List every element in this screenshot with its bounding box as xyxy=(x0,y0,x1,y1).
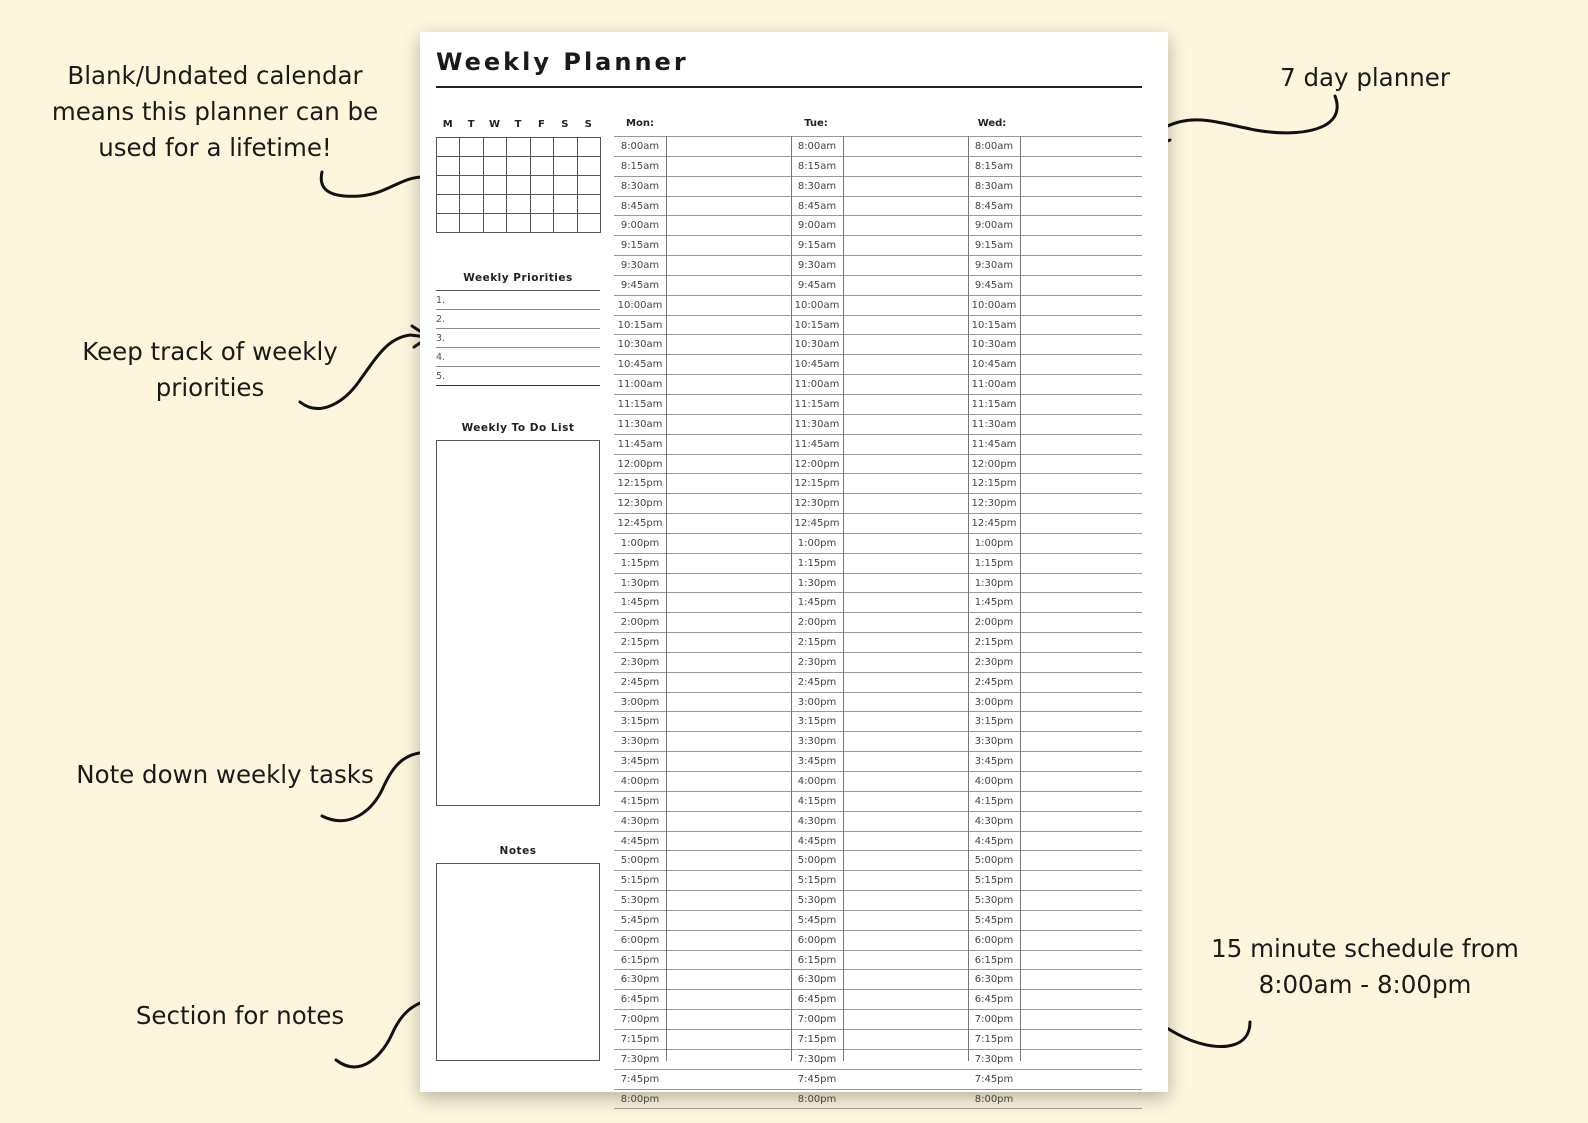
time-slot-label: 12:00pm xyxy=(617,458,663,470)
time-slot-label: 11:45am xyxy=(617,438,663,450)
time-slot-label: 10:45am xyxy=(794,359,840,371)
time-slot-label: 1:00pm xyxy=(974,537,1014,549)
calendar-cell[interactable] xyxy=(531,214,554,233)
schedule-row[interactable] xyxy=(614,592,1142,612)
time-slot-label: 5:00pm xyxy=(974,855,1014,867)
time-slot-label: 9:30am xyxy=(797,260,837,272)
schedule-row[interactable] xyxy=(614,493,1142,513)
planner-page xyxy=(420,32,1168,1105)
time-slot-label: 7:30pm xyxy=(797,1053,837,1065)
time-slot-label: 1:15pm xyxy=(797,557,837,569)
time-slot-label: 3:00pm xyxy=(797,696,837,708)
time-slot-label: 6:00pm xyxy=(797,934,837,946)
time-slot-label: 3:00pm xyxy=(620,696,660,708)
priorities-list xyxy=(436,291,600,386)
time-slot-label: 5:00pm xyxy=(620,855,660,867)
schedule-row[interactable] xyxy=(614,553,1142,573)
time-slot-label: 4:45pm xyxy=(620,835,660,847)
calendar-day-label: T xyxy=(467,119,475,130)
time-slot-label: 6:00pm xyxy=(620,934,660,946)
time-slot-label: 2:45pm xyxy=(620,676,660,688)
priority-line[interactable]: 4. xyxy=(436,348,600,367)
time-slot-label: 6:15pm xyxy=(797,954,837,966)
time-slot-label: 5:30pm xyxy=(797,895,837,907)
time-slot-label: 6:45pm xyxy=(797,994,837,1006)
schedule-row[interactable] xyxy=(614,672,1142,692)
time-slot-label: 8:45am xyxy=(620,200,660,212)
calendar-cell[interactable] xyxy=(578,214,601,233)
time-slot-label: 12:45pm xyxy=(971,518,1017,530)
schedule-row[interactable] xyxy=(614,434,1142,454)
time-slot-label: 11:45am xyxy=(794,438,840,450)
time-slot-label: 3:15pm xyxy=(974,716,1014,728)
time-slot-label: 10:45am xyxy=(971,359,1017,371)
calendar-cell[interactable] xyxy=(578,138,601,157)
schedule-row[interactable] xyxy=(614,612,1142,632)
schedule-row[interactable] xyxy=(614,573,1142,593)
calendar-cell[interactable] xyxy=(578,157,601,176)
time-slot-label: 12:00pm xyxy=(971,458,1017,470)
schedule-row[interactable] xyxy=(614,890,1142,910)
schedule-row[interactable] xyxy=(614,374,1142,394)
time-slot-label: 9:00am xyxy=(620,220,660,232)
schedule-row[interactable] xyxy=(614,771,1142,791)
day-header-mon: Mon: xyxy=(626,118,654,129)
time-slot-label: 12:30pm xyxy=(971,498,1017,510)
page-title: Weekly Planner xyxy=(436,48,689,76)
schedule-row[interactable] xyxy=(614,711,1142,731)
calendar-cell[interactable] xyxy=(578,176,601,195)
time-slot-label: 3:45pm xyxy=(620,756,660,768)
time-slot-label: 12:30pm xyxy=(617,498,663,510)
time-slot-label: 11:30am xyxy=(794,418,840,430)
time-slot-label: 3:30pm xyxy=(797,736,837,748)
schedule-row[interactable] xyxy=(614,255,1142,275)
todo-title: Weekly To Do List xyxy=(461,422,575,434)
annotation-priorities: Keep track of weekly priorities xyxy=(82,337,338,402)
time-slot-label: 12:15pm xyxy=(617,478,663,490)
time-slot-label: 6:30pm xyxy=(797,974,837,986)
schedule-row[interactable] xyxy=(614,176,1142,196)
time-slot-label: 7:00pm xyxy=(797,1014,837,1026)
time-slot-label: 8:15am xyxy=(797,160,837,172)
time-slot-label: 12:45pm xyxy=(617,518,663,530)
time-slot-label: 11:30am xyxy=(971,418,1017,430)
schedule-row[interactable] xyxy=(614,731,1142,751)
time-slot-label: 7:15pm xyxy=(620,1033,660,1045)
calendar-cell[interactable] xyxy=(578,195,601,214)
time-slot-label: 8:00pm xyxy=(797,1093,837,1105)
schedule-row[interactable] xyxy=(614,811,1142,831)
time-slot-label: 6:45pm xyxy=(620,994,660,1006)
time-slot-label: 2:30pm xyxy=(974,656,1014,668)
schedule-row[interactable] xyxy=(614,315,1142,335)
schedule-row[interactable] xyxy=(614,969,1142,989)
time-slot-label: 11:15am xyxy=(794,398,840,410)
time-slot-label: 6:45pm xyxy=(974,994,1014,1006)
schedule-row[interactable] xyxy=(614,295,1142,315)
time-slot-label: 2:15pm xyxy=(620,637,660,649)
time-slot-label: 4:00pm xyxy=(974,776,1014,787)
time-slot-label: 9:15am xyxy=(797,240,837,252)
calendar-cell[interactable] xyxy=(554,138,577,157)
time-slot-label: 1:15pm xyxy=(620,557,660,569)
schedule-row[interactable] xyxy=(614,136,1142,156)
time-slot-label: 1:00pm xyxy=(797,537,837,549)
time-slot-label: 1:30pm xyxy=(974,577,1014,589)
time-slot-label: 4:45pm xyxy=(974,835,1014,847)
calendar-weekday-header xyxy=(436,119,600,130)
time-slot-label: 6:30pm xyxy=(974,974,1014,986)
schedule-row[interactable] xyxy=(614,275,1142,295)
calendar-day-label: W xyxy=(489,119,501,130)
time-slot-label: 10:00am xyxy=(617,299,663,311)
schedule-row[interactable] xyxy=(614,533,1142,553)
priority-line[interactable]: 2. xyxy=(436,310,600,329)
time-slot-label: 11:45am xyxy=(971,438,1017,450)
schedule-row[interactable] xyxy=(614,196,1142,216)
time-slot-label: 3:45pm xyxy=(797,756,837,768)
time-slot-label: 3:15pm xyxy=(797,716,837,728)
time-slot-label: 6:15pm xyxy=(974,954,1014,966)
time-slot-label: 8:15am xyxy=(620,160,660,172)
time-slot-label: 9:30am xyxy=(974,260,1014,272)
time-slot-label: 3:00pm xyxy=(974,696,1014,708)
calendar-cell[interactable] xyxy=(554,214,577,233)
time-slot-label: 9:45am xyxy=(620,279,660,291)
annotation-schedule: 15 minute schedule from 8:00am - 8:00pm xyxy=(1211,934,1519,999)
time-slot-label: 2:00pm xyxy=(797,617,837,629)
schedule-row[interactable] xyxy=(614,950,1142,970)
calendar-cell[interactable] xyxy=(484,176,507,195)
schedule-row[interactable] xyxy=(614,156,1142,176)
calendar-cell[interactable] xyxy=(484,214,507,233)
time-slot-label: 7:30pm xyxy=(974,1053,1014,1065)
schedule-row[interactable] xyxy=(614,989,1142,1009)
time-slot-label: 8:15am xyxy=(974,160,1014,172)
time-slot-label: 10:15am xyxy=(971,319,1017,331)
arrow-to-schedule-top xyxy=(1148,96,1337,147)
time-slot-label: 8:45am xyxy=(797,200,837,212)
calendar-cell[interactable] xyxy=(507,195,530,214)
time-slot-label: 11:00am xyxy=(794,379,840,391)
time-slot-label: 3:45pm xyxy=(974,756,1014,768)
schedule-row[interactable] xyxy=(614,334,1142,354)
schedule-row[interactable] xyxy=(614,692,1142,712)
time-slot-label: 7:45pm xyxy=(620,1073,660,1085)
calendar-day-label: S xyxy=(584,119,592,130)
calendar-cell[interactable] xyxy=(531,195,554,214)
calendar-cell[interactable] xyxy=(460,157,483,176)
calendar-cell[interactable] xyxy=(460,214,483,233)
time-slot-label: 2:30pm xyxy=(797,656,837,668)
title-rule xyxy=(436,86,1142,88)
schedule-row[interactable] xyxy=(614,513,1142,533)
time-slot-label: 9:15am xyxy=(974,240,1014,252)
time-slot-label: 2:45pm xyxy=(974,676,1014,688)
schedule-row[interactable] xyxy=(614,1049,1142,1069)
time-slot-label: 1:30pm xyxy=(620,577,660,589)
time-slot-label: 4:30pm xyxy=(974,815,1014,827)
time-slot-label: 1:30pm xyxy=(797,577,837,589)
time-slot-label: 9:30am xyxy=(620,260,660,272)
schedule-row[interactable] xyxy=(614,473,1142,493)
time-slot-label: 5:15pm xyxy=(797,875,837,887)
time-slot-label: 12:45pm xyxy=(794,518,840,530)
schedule-row[interactable] xyxy=(614,850,1142,870)
time-slot-label: 4:30pm xyxy=(620,815,660,827)
calendar-cell[interactable] xyxy=(507,176,530,195)
time-slot-label: 7:00pm xyxy=(620,1014,660,1026)
time-slot-label: 10:00am xyxy=(794,299,840,311)
time-slot-label: 5:30pm xyxy=(974,895,1014,907)
time-slot-label: 9:00am xyxy=(974,220,1014,232)
schedule-divider xyxy=(791,136,792,1061)
time-slot-label: 9:45am xyxy=(974,279,1014,291)
time-slot-label: 4:15pm xyxy=(974,795,1014,807)
schedule-row[interactable] xyxy=(614,215,1142,235)
time-slot-label: 10:15am xyxy=(617,319,663,331)
time-slot-label: 2:45pm xyxy=(797,676,837,688)
time-slot-label: 8:45am xyxy=(974,200,1014,212)
priorities-title: Weekly Priorities xyxy=(463,272,573,284)
calendar-cell[interactable] xyxy=(460,176,483,195)
schedule-row[interactable] xyxy=(614,930,1142,950)
time-slot-label: 12:00pm xyxy=(794,458,840,470)
priority-line[interactable]: 1. xyxy=(436,291,600,310)
priority-line[interactable]: 5. xyxy=(436,367,600,386)
time-slot-label: 10:00am xyxy=(971,299,1017,311)
schedule-row[interactable] xyxy=(614,235,1142,255)
time-slot-label: 5:45pm xyxy=(974,914,1014,926)
annotation-notes: Section for notes xyxy=(135,1001,345,1030)
time-slot-label: 12:15pm xyxy=(794,478,840,490)
calendar-cell[interactable] xyxy=(437,214,460,233)
schedule-row[interactable] xyxy=(614,910,1142,930)
calendar-cell[interactable] xyxy=(554,157,577,176)
schedule-row[interactable] xyxy=(614,454,1142,474)
calendar-cell[interactable] xyxy=(484,195,507,214)
time-slot-label: 2:00pm xyxy=(974,617,1014,629)
day-header-wed: Wed: xyxy=(977,118,1007,129)
time-slot-label: 11:00am xyxy=(971,379,1017,391)
schedule-row[interactable] xyxy=(614,414,1142,434)
time-slot-label: 10:15am xyxy=(794,319,840,331)
time-slot-label: 3:30pm xyxy=(620,736,660,748)
time-slot-label: 7:45pm xyxy=(797,1073,837,1085)
calendar-cell[interactable] xyxy=(531,157,554,176)
time-slot-label: 1:15pm xyxy=(974,557,1014,569)
time-slot-label: 11:15am xyxy=(971,398,1017,410)
schedule-row[interactable] xyxy=(614,1029,1142,1049)
day-header-tue: Tue: xyxy=(804,118,828,129)
schedule-divider xyxy=(666,136,667,1061)
calendar-cell[interactable] xyxy=(507,214,530,233)
time-slot-label: 10:45am xyxy=(617,359,663,371)
time-slot-label: 11:00am xyxy=(617,379,663,391)
schedule-row[interactable] xyxy=(614,870,1142,890)
time-slot-label: 7:00pm xyxy=(974,1014,1014,1026)
schedule-row[interactable] xyxy=(614,831,1142,851)
time-slot-label: 2:15pm xyxy=(974,637,1014,649)
time-slot-label: 9:45am xyxy=(797,279,837,291)
schedule-row[interactable] xyxy=(614,632,1142,652)
time-slot-label: 8:00am xyxy=(974,141,1014,152)
calendar-cell[interactable] xyxy=(531,138,554,157)
time-slot-label: 12:30pm xyxy=(794,498,840,510)
time-slot-label: 10:30am xyxy=(617,339,663,351)
time-slot-label: 9:00am xyxy=(797,220,837,232)
calendar-cell[interactable] xyxy=(437,195,460,214)
time-slot-label: 8:00am xyxy=(620,141,660,152)
time-slot-label: 4:15pm xyxy=(797,795,837,807)
calendar-cell[interactable] xyxy=(507,157,530,176)
schedule-divider xyxy=(843,136,844,1061)
time-slot-label: 8:30am xyxy=(974,180,1014,192)
time-slot-label: 6:00pm xyxy=(974,934,1014,946)
time-slot-label: 5:15pm xyxy=(620,875,660,887)
calendar-cell[interactable] xyxy=(531,176,554,195)
calendar-day-label: T xyxy=(514,119,522,130)
time-slot-label: 11:30am xyxy=(617,418,663,430)
time-slot-label: 8:00pm xyxy=(974,1093,1014,1105)
time-slot-label: 4:00pm xyxy=(797,776,837,787)
time-slot-label: 2:00pm xyxy=(620,617,660,629)
calendar-cell[interactable] xyxy=(484,138,507,157)
schedule-row[interactable] xyxy=(614,751,1142,771)
time-slot-label: 10:30am xyxy=(971,339,1017,351)
time-slot-label: 8:00pm xyxy=(620,1093,660,1105)
time-slot-label: 1:45pm xyxy=(797,597,837,609)
time-slot-label: 5:45pm xyxy=(797,914,837,926)
time-slot-label: 5:15pm xyxy=(974,875,1014,887)
time-slot-label: 5:30pm xyxy=(620,895,660,907)
schedule-row[interactable] xyxy=(614,354,1142,374)
calendar-cell[interactable] xyxy=(460,138,483,157)
time-slot-label: 2:30pm xyxy=(620,656,660,668)
schedule-row[interactable] xyxy=(614,1069,1142,1089)
time-slot-label: 4:15pm xyxy=(620,795,660,807)
calendar-cell[interactable] xyxy=(437,157,460,176)
priority-line[interactable]: 3. xyxy=(436,329,600,348)
schedule-divider xyxy=(968,136,969,1061)
schedule-row[interactable] xyxy=(614,652,1142,672)
schedule-row[interactable] xyxy=(614,394,1142,414)
annotation-calendar: Blank/Undated calendar means this planner can be used for a lifetime! xyxy=(51,61,379,162)
time-slot-label: 8:30am xyxy=(620,180,660,192)
time-slot-label: 7:15pm xyxy=(974,1033,1014,1045)
annotation-seven-day: 7 day planner xyxy=(1280,63,1450,92)
calendar-cell[interactable] xyxy=(437,176,460,195)
time-slot-label: 8:30am xyxy=(797,180,837,192)
time-slot-label: 4:45pm xyxy=(797,835,837,847)
time-slot-label: 8:00am xyxy=(797,141,837,152)
annotation-tasks: Note down weekly tasks xyxy=(76,760,374,789)
schedule-grid xyxy=(614,136,1142,1109)
notes-box[interactable] xyxy=(436,863,600,1061)
time-slot-label: 1:00pm xyxy=(620,537,660,549)
time-slot-label: 6:15pm xyxy=(620,954,660,966)
time-slot-label: 1:45pm xyxy=(974,597,1014,609)
time-slot-label: 9:15am xyxy=(620,240,660,252)
calendar-cell[interactable] xyxy=(437,138,460,157)
calendar-cell[interactable] xyxy=(554,176,577,195)
time-slot-label: 4:30pm xyxy=(797,815,837,827)
schedule-row[interactable] xyxy=(614,1009,1142,1029)
calendar-day-label: M xyxy=(442,119,453,130)
time-slot-label: 5:00pm xyxy=(797,855,837,867)
schedule-row[interactable] xyxy=(614,791,1142,811)
time-slot-label: 10:30am xyxy=(794,339,840,351)
time-slot-label: 2:15pm xyxy=(797,637,837,649)
time-slot-label: 11:15am xyxy=(617,398,663,410)
calendar-cell[interactable] xyxy=(484,157,507,176)
time-slot-label: 7:45pm xyxy=(974,1073,1014,1085)
calendar-cell[interactable] xyxy=(507,138,530,157)
time-slot-label: 4:00pm xyxy=(620,776,660,787)
mini-calendar-grid xyxy=(436,137,601,233)
calendar-day-label: S xyxy=(561,119,569,130)
time-slot-label: 12:15pm xyxy=(971,478,1017,490)
calendar-cell[interactable] xyxy=(460,195,483,214)
time-slot-label: 7:30pm xyxy=(620,1053,660,1065)
calendar-cell[interactable] xyxy=(554,195,577,214)
time-slot-label: 3:30pm xyxy=(974,736,1014,748)
calendar-day-label: F xyxy=(537,119,545,130)
schedule-divider xyxy=(1020,136,1021,1061)
time-slot-label: 3:15pm xyxy=(620,716,660,728)
time-slot-label: 6:30pm xyxy=(620,974,660,986)
time-slot-label: 5:45pm xyxy=(620,914,660,926)
notes-title: Notes xyxy=(499,845,537,857)
schedule-row[interactable] xyxy=(614,1089,1142,1110)
todo-box[interactable] xyxy=(436,440,600,806)
time-slot-label: 7:15pm xyxy=(797,1033,837,1045)
time-slot-label: 1:45pm xyxy=(620,597,660,609)
